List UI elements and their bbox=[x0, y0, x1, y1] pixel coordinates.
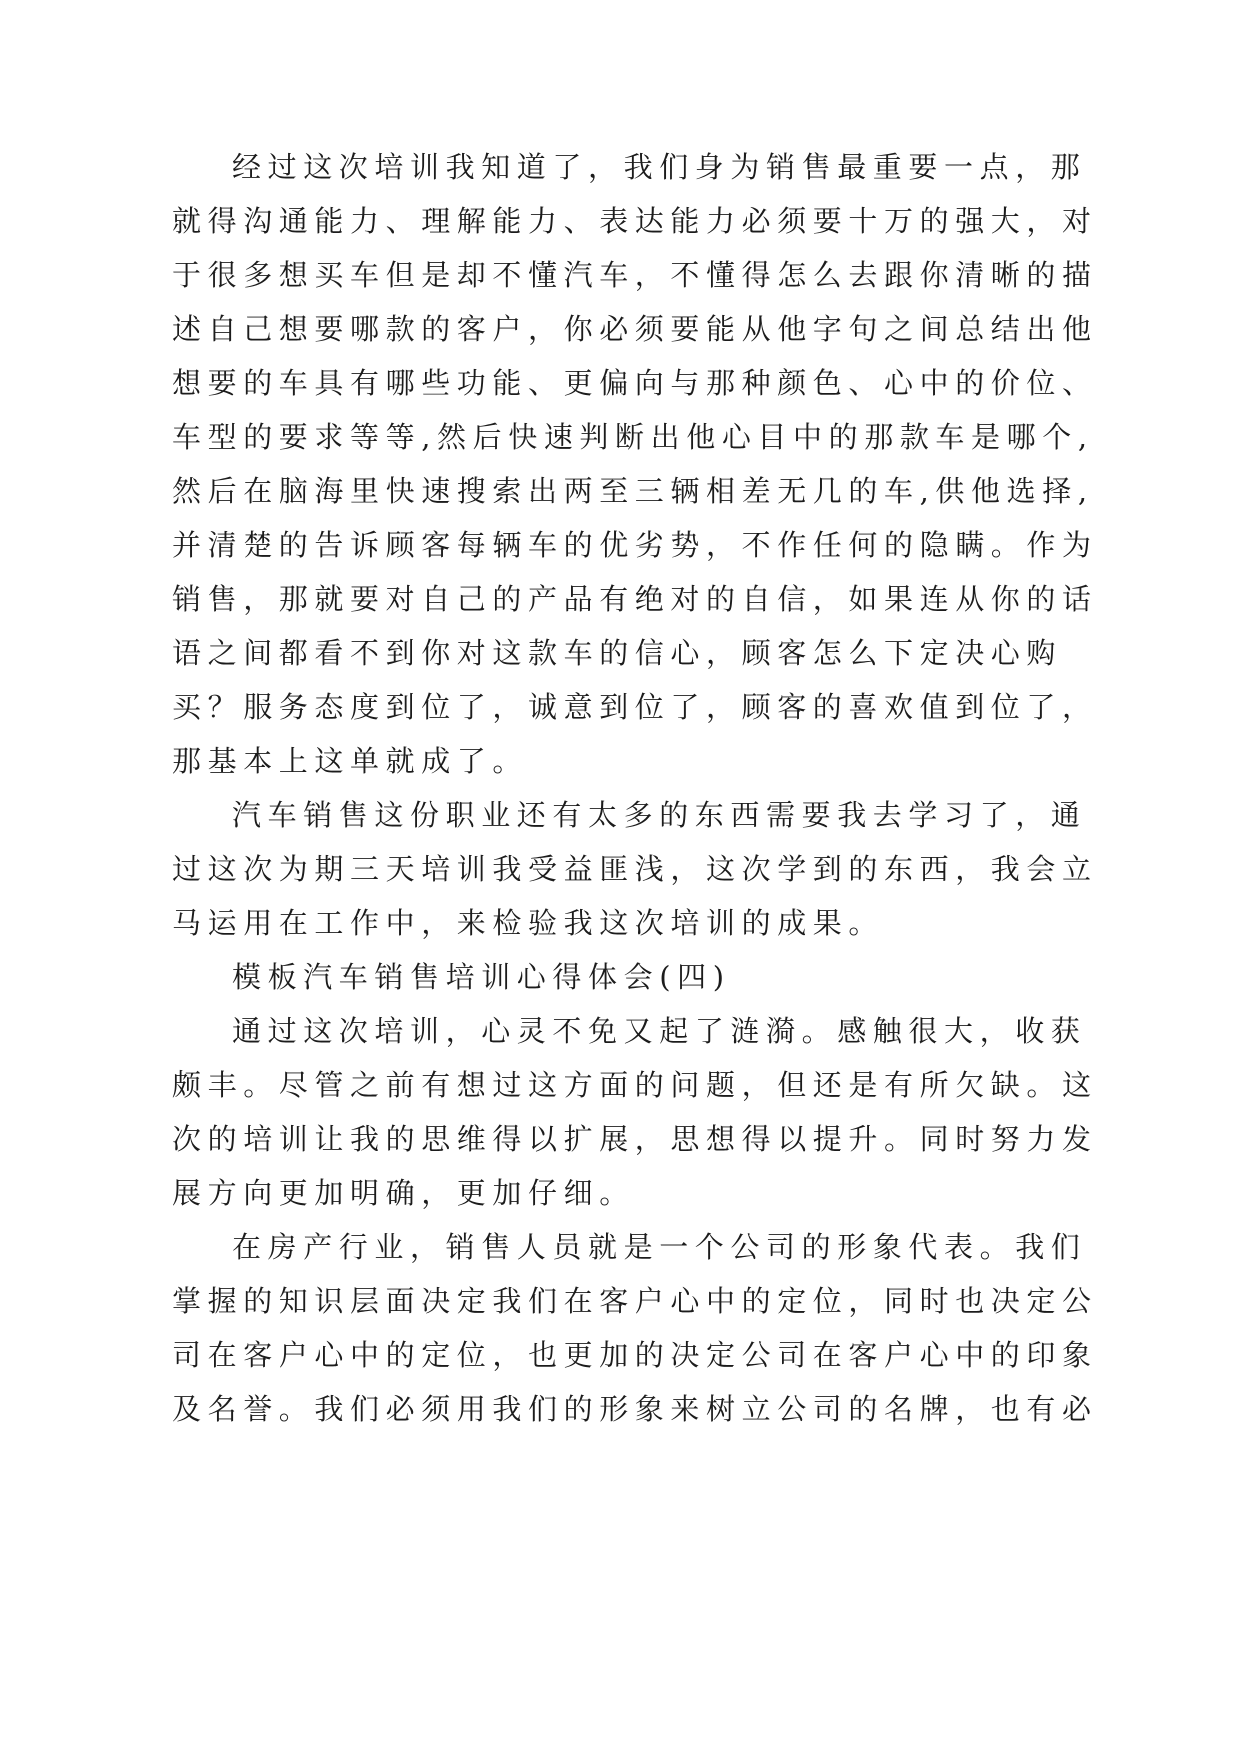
text-line: 通过这次培训，心灵不免又起了涟漪。感触很大，收获 bbox=[232, 1014, 1087, 1048]
text-line: 经过这次培训我知道了，我们身为销售最重要一点，那 bbox=[232, 150, 1087, 184]
text-line: 车型的要求等等,然后快速判断出他心目中的那款车是哪个, bbox=[172, 420, 1094, 454]
text-line: 述自己想要哪款的客户，你必须要能从他字句之间总结出他 bbox=[172, 312, 1098, 346]
text-line: 并清楚的告诉顾客每辆车的优劣势，不作任何的隐瞒。作为 bbox=[172, 528, 1098, 562]
text-line: 销售，那就要对自己的产品有绝对的自信，如果连从你的话 bbox=[172, 582, 1098, 616]
text-line: 在房产行业，销售人员就是一个公司的形象代表。我们 bbox=[232, 1230, 1087, 1264]
text-line: 马运用在工作中，来检验我这次培训的成果。 bbox=[172, 906, 885, 940]
text-line: 语之间都看不到你对这款车的信心，顾客怎么下定决心购 bbox=[172, 636, 1063, 670]
text-line: 买？服务态度到位了，诚意到位了，顾客的喜欢值到位了， bbox=[172, 690, 1098, 724]
section-heading: 模板汽车销售培训心得体会(四) bbox=[232, 960, 731, 994]
text-line: 过这次为期三天培训我受益匪浅，这次学到的东西，我会立 bbox=[172, 852, 1098, 886]
text-line: 掌握的知识层面决定我们在客户心中的定位，同时也决定公 bbox=[172, 1284, 1098, 1318]
text-line: 然后在脑海里快速搜索出两至三辆相差无几的车,供他选择, bbox=[172, 474, 1094, 508]
text-line: 就得沟通能力、理解能力、表达能力必须要十万的强大，对 bbox=[172, 204, 1098, 238]
text-line: 那基本上这单就成了。 bbox=[172, 744, 529, 778]
text-line: 汽车销售这份职业还有太多的东西需要我去学习了，通 bbox=[232, 798, 1087, 832]
text-line: 司在客户心中的定位，也更加的决定公司在客户心中的印象 bbox=[172, 1338, 1098, 1372]
text-line: 颇丰。尽管之前有想过这方面的问题，但还是有所欠缺。这 bbox=[172, 1068, 1098, 1102]
text-line: 于很多想买车但是却不懂汽车，不懂得怎么去跟你清晰的描 bbox=[172, 258, 1098, 292]
text-line: 次的培训让我的思维得以扩展，思想得以提升。同时努力发 bbox=[172, 1122, 1098, 1156]
text-line: 想要的车具有哪些功能、更偏向与那种颜色、心中的价位、 bbox=[172, 366, 1098, 400]
text-line: 及名誉。我们必须用我们的形象来树立公司的名牌，也有必 bbox=[172, 1392, 1098, 1426]
text-line: 展方向更加明确，更加仔细。 bbox=[172, 1176, 635, 1210]
